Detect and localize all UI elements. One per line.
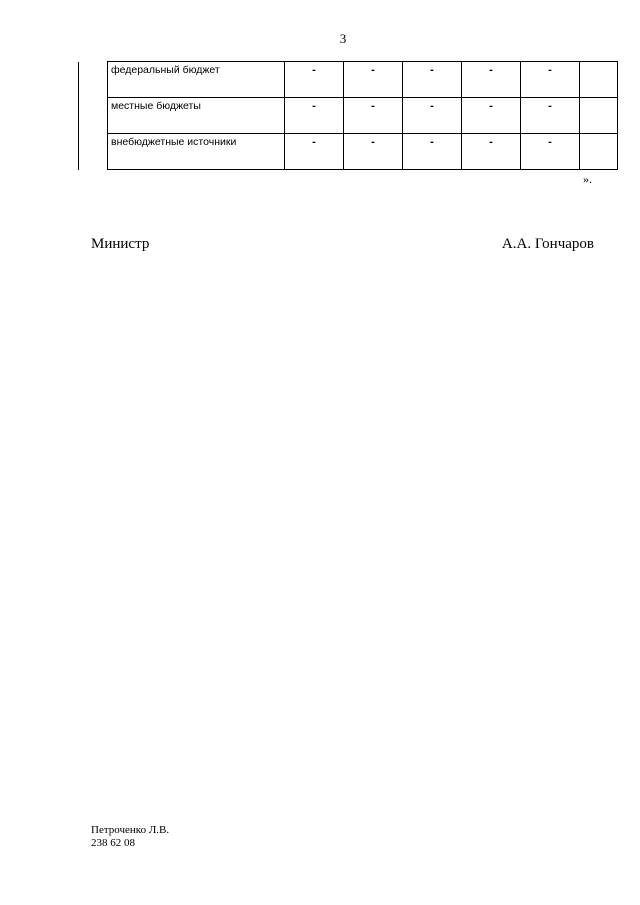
value-cell: -	[344, 62, 403, 98]
signature-name: А.А. Гончаров	[501, 236, 594, 252]
value-cell: -	[344, 98, 403, 134]
page-number: 3	[339, 31, 347, 46]
row-label: местные бюджеты	[108, 98, 285, 134]
value-cell: -	[462, 98, 521, 134]
table-row	[79, 98, 618, 134]
value-cell	[580, 62, 618, 98]
executor-info	[91, 824, 169, 850]
value-cell: -	[403, 98, 462, 134]
value-cell: -	[403, 62, 462, 98]
value-cell: -	[285, 62, 344, 98]
executor-name: Петроченко Л.В.	[91, 824, 170, 836]
value-cell: -	[521, 62, 580, 98]
table-row	[79, 134, 618, 170]
value-cell: -	[462, 62, 521, 98]
value-cell: -	[462, 134, 521, 170]
table-spacer-cell	[79, 134, 108, 170]
value-cell: -	[285, 134, 344, 170]
signature-title: Министр	[91, 236, 150, 252]
value-cell: -	[285, 98, 344, 134]
value-cell: -	[521, 134, 580, 170]
value-cell: -	[344, 134, 403, 170]
value-cell: -	[521, 98, 580, 134]
executor-phone: 238 62 08	[91, 837, 135, 849]
table-spacer-cell	[79, 98, 108, 134]
value-cell: -	[403, 134, 462, 170]
row-label: внебюджетные источники	[108, 134, 285, 170]
budget-table	[78, 61, 618, 170]
closing-quote: ».	[583, 172, 592, 186]
table-row	[79, 62, 618, 98]
row-label: федеральный бюджет	[108, 62, 285, 98]
value-cell	[580, 134, 618, 170]
value-cell	[580, 98, 618, 134]
table-spacer-cell	[79, 62, 108, 98]
